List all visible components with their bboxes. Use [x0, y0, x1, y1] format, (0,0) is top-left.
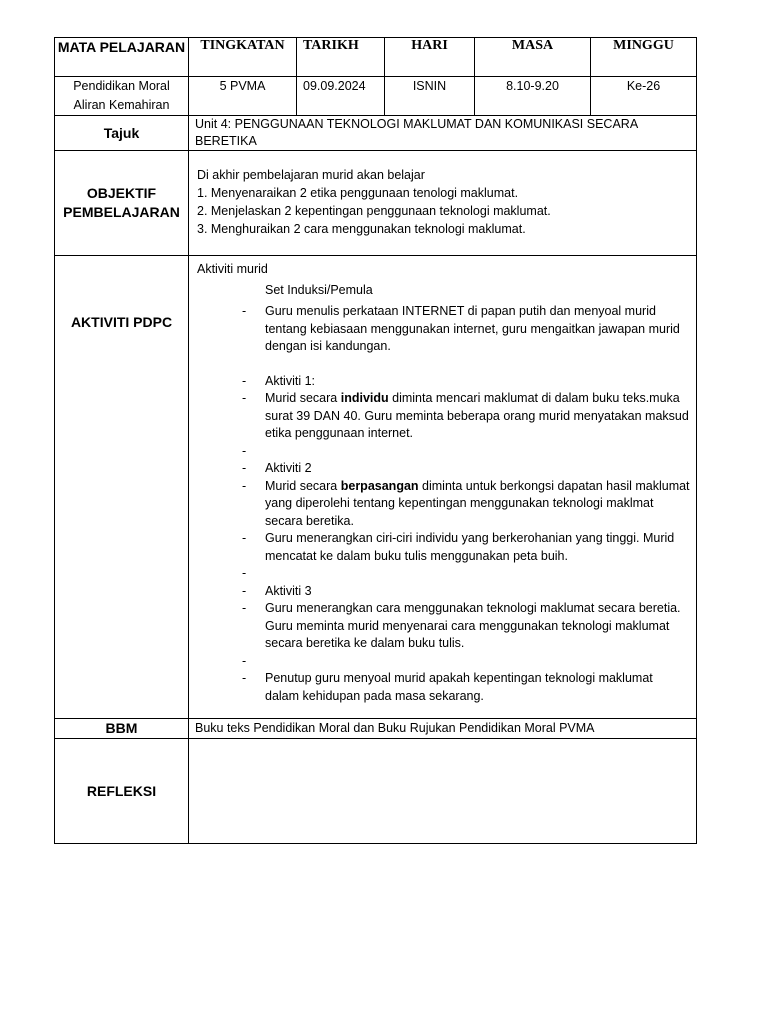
induksi-text: Guru menulis perkataan INTERNET di papan putih dan menyoal murid tentang kebiasaan menggunakan internet, guru mengaitkan jawapan murid dengan isi kandungan.: [265, 304, 680, 353]
subject-header-text: MATA PELAJARAN: [57, 39, 186, 55]
list-item: [197, 600, 690, 653]
header-row: [55, 38, 697, 77]
day-value: [385, 77, 475, 116]
list-item: [197, 460, 690, 478]
date-header: [297, 38, 385, 77]
week-header: [591, 38, 697, 77]
refleksi-label-text: REFLEKSI: [86, 782, 157, 799]
week-value: [591, 77, 697, 116]
objektif-label: [55, 151, 189, 256]
aktiviti-heading: Aktiviti murid: [197, 262, 268, 276]
date-header-text: TARIKH: [303, 38, 359, 53]
penutup-text: Penutup guru menyoal murid apakah kepentingan teknologi maklumat dalam kehidupan pada masa sekarang.: [265, 671, 653, 703]
aktiviti-label-text: AKTIVITI PDPC: [70, 314, 173, 330]
lesson-plan-table: [54, 37, 697, 844]
list-item: [197, 670, 690, 705]
week-header-text: MINGGU: [613, 38, 674, 53]
objektif-label-line2: PEMBELAJARAN: [63, 204, 180, 220]
bullet-dash: -: [242, 373, 247, 388]
objektif-intro: Di akhir pembelajaran murid akan belajar: [197, 168, 425, 182]
aktiviti-content: [189, 256, 697, 719]
bbm-value: [189, 719, 697, 739]
day-value-text: ISNIN: [412, 79, 447, 93]
aktiviti-3-text: Guru menerangkan cara menggunakan teknologi maklumat secara beretia. Guru meminta murid menyenarai cara menggunakan teknologi maklumat secara beretika ke dalam buku tulis.: [265, 601, 681, 650]
list-item: [197, 478, 690, 531]
list-item: [197, 565, 690, 583]
bullet-dash: -: [242, 304, 247, 318]
aktiviti-3-title: Aktiviti 3: [265, 583, 312, 598]
values-row: [55, 77, 697, 116]
aktiviti-label: [55, 256, 189, 719]
bullet-dash: -: [242, 671, 247, 685]
refleksi-label: [55, 739, 189, 844]
aktiviti-row: [55, 256, 697, 719]
aktiviti-2-extra: Guru menerangkan ciri-ciri individu yang berkerohanian yang tinggi. Murid mencatat ke dalam buku tulis menggunakan peta buih.: [265, 531, 675, 563]
tajuk-title: PENGGUNAAN TEKNOLOGI MAKLUMAT DAN KOMUNIKASI SECARA BERETIKA: [195, 117, 638, 148]
bullet-dash: -: [242, 583, 247, 598]
aktiviti-2-text-pre: Murid secara: [265, 478, 341, 493]
subject-value-line1: Pendidikan Moral: [73, 79, 170, 93]
aktiviti-1-title: Aktiviti 1:: [265, 373, 316, 388]
list-item: [197, 390, 690, 443]
objektif-content: [189, 151, 697, 256]
bullet-dash: -: [242, 391, 247, 405]
bbm-text: Buku teks Pendidikan Moral dan Buku Rujukan Pendidikan Moral PVMA: [195, 721, 595, 735]
tajuk-value: [189, 116, 697, 151]
time-header: [475, 38, 591, 77]
list-item: [197, 583, 690, 601]
time-value: [475, 77, 591, 116]
tajuk-label-text: Tajuk: [103, 124, 140, 141]
tajuk-label: [55, 116, 189, 151]
bullet-dash: -: [242, 566, 247, 580]
list-item: [197, 303, 690, 356]
refleksi-value: [189, 739, 697, 844]
aktiviti-1-text-pre: Murid secara: [265, 391, 341, 405]
aktiviti-2-text-bold: berpasangan: [340, 478, 419, 493]
bbm-label-text: BBM: [105, 720, 138, 736]
day-header-text: HARI: [411, 38, 448, 53]
subject-value: [55, 77, 189, 116]
bullet-dash: -: [242, 653, 247, 668]
objektif-item: 3. Menghuraikan 2 cara menggunakan teknologi maklumat.: [197, 222, 526, 236]
subject-header: [55, 38, 189, 77]
bbm-row: [55, 719, 697, 739]
level-header-text: TINGKATAN: [200, 38, 285, 53]
list-item: [197, 443, 690, 461]
bullet-dash: -: [242, 461, 247, 475]
bullet-dash: -: [242, 443, 247, 458]
objektif-item: 1. Menyenaraikan 2 etika penggunaan tenologi maklumat.: [197, 186, 519, 200]
bullet-dash: -: [242, 531, 247, 545]
list-item: [197, 653, 690, 671]
date-value: [297, 77, 385, 116]
aktiviti-1-text-post: diminta mencari maklumat di dalam buku teks.muka surat 39 DAN 40. Guru meminta beberapa orang murid menyatakan maksud etika penggunaan internet.: [265, 391, 689, 440]
day-header: [385, 38, 475, 77]
level-value: [189, 77, 297, 116]
refleksi-row: [55, 739, 697, 844]
level-header: [189, 38, 297, 77]
objektif-item: 2. Menjelaskan 2 kepentingan penggunaan teknologi maklumat.: [197, 204, 551, 218]
bullet-dash: -: [242, 601, 247, 615]
aktiviti-list: [197, 303, 690, 705]
bbm-label: [55, 719, 189, 739]
aktiviti-2-text-post: diminta untuk berkongsi dapatan hasil maklumat yang diperolehi tentang kepentingan menggunakan teknologi maklmat secara beretika.: [265, 478, 690, 528]
tajuk-row: [55, 116, 697, 151]
spacer: [197, 356, 690, 373]
week-value-text: Ke-26: [626, 79, 661, 93]
objektif-label-line1: OBJEKTIF: [86, 185, 157, 201]
time-header-text: MASA: [511, 38, 554, 53]
tajuk-unit-prefix: Unit 4:: [195, 117, 235, 131]
aktiviti-1-text-bold: individu: [340, 391, 389, 405]
bullet-dash: -: [242, 478, 247, 493]
list-item: [197, 530, 690, 565]
list-item: [197, 373, 690, 391]
level-value-text: 5 PVMA: [219, 79, 266, 93]
objektif-row: [55, 151, 697, 256]
date-value-text: 09.09.2024: [303, 79, 366, 93]
aktiviti-2-title: Aktiviti 2: [265, 461, 312, 475]
subject-value-line2: Aliran Kemahiran: [73, 98, 170, 112]
time-value-text: 8.10-9.20: [506, 79, 559, 93]
set-induksi-title: Set Induksi/Pemula: [265, 282, 373, 297]
